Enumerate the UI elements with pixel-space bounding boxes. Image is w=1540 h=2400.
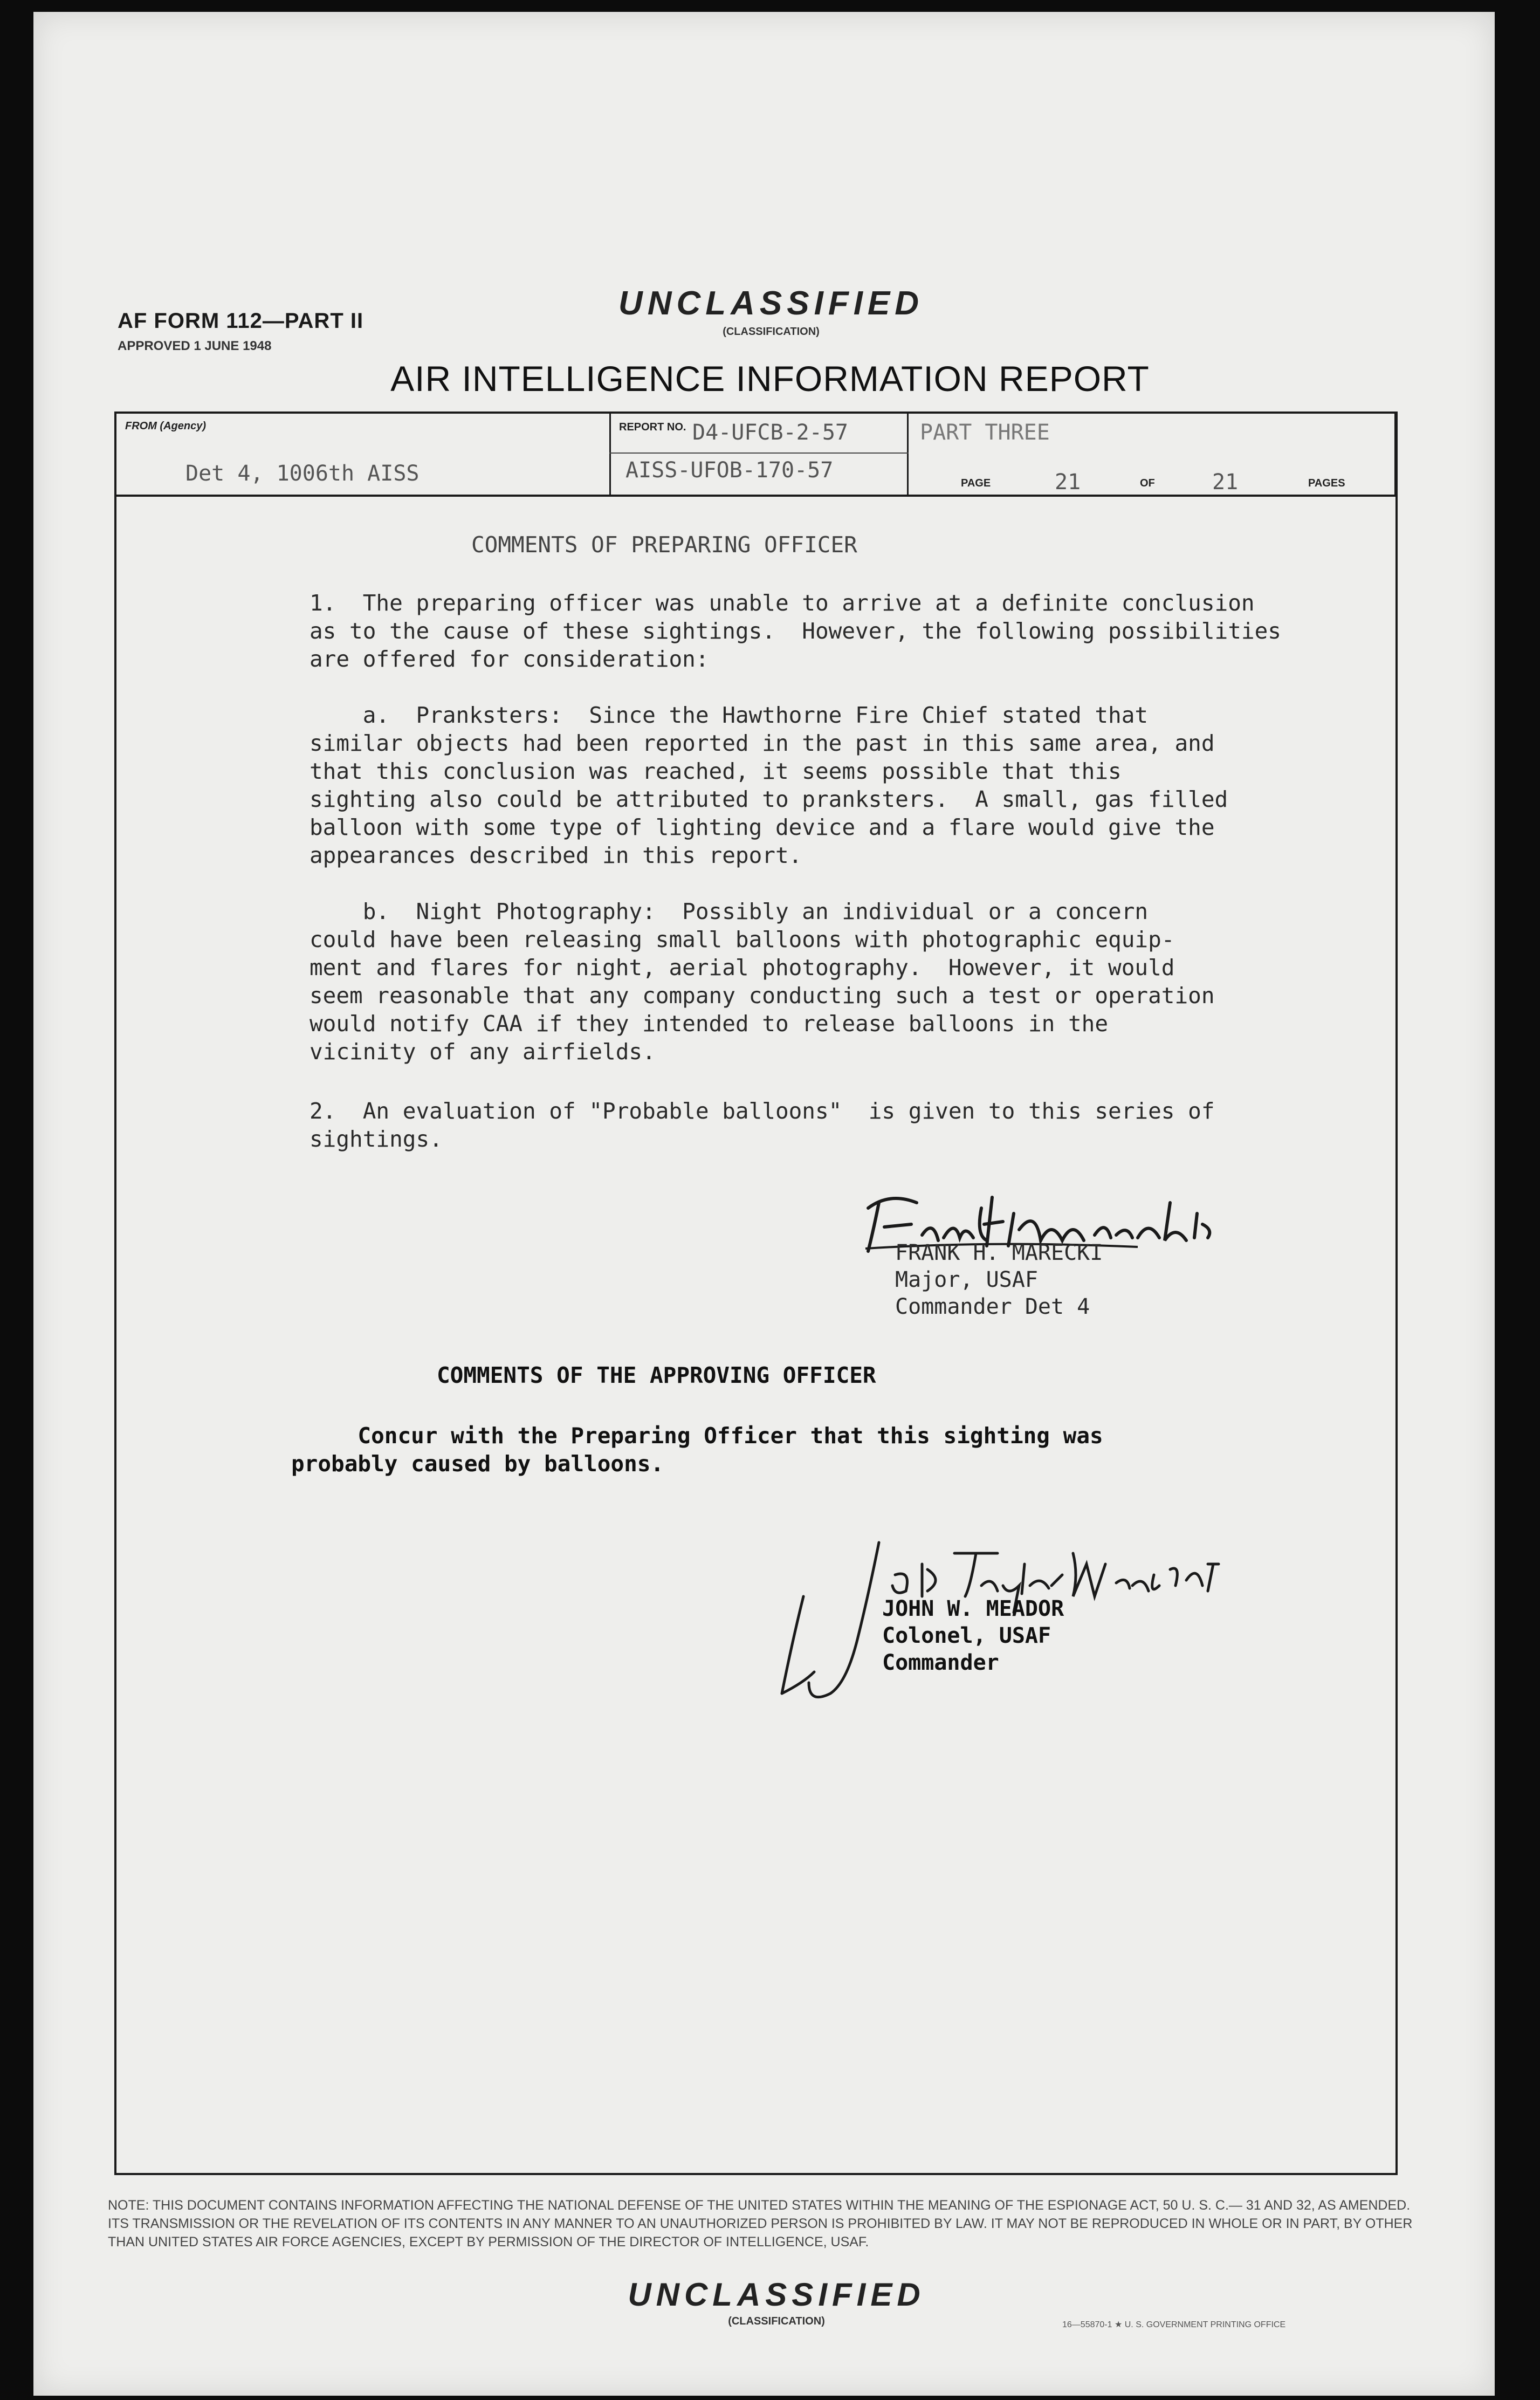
paragraph-line: balloon with some type of lighting device and a flare would give the: [310, 814, 1215, 840]
espionage-act-note: NOTE: THIS DOCUMENT CONTAINS INFORMATION AFFECTING THE NATIONAL DEFENSE OF THE UNITED STATES WITHIN THE MEANING OF THE ESPIONAGE ACT, 50 U. S. C.— 31 AND 32, AS AMENDED. ITS TRANSMISSION OR THE REVELATION OF ITS CONTENTS IN ANY MANNER TO AN UNAUTHORIZED PERSON IS PROHIBITED BY LAW. IT MAY NOT BE REPRODUCED IN WHOLE OR IN PART, BY OTHER THAN UNITED STATES AIR FORCE AGENCIES, EXCEPT BY PERMISSION OF THE DIRECTOR OF INTELLIGENCE, USAF.: [108, 2198, 1413, 2250]
of-label: OF: [1140, 477, 1155, 489]
classification-stamp-bottom: UNCLASSIFIED: [628, 2276, 925, 2313]
preparing-officer-name: FRANK H. MARECKI: [895, 1240, 1103, 1265]
preparing-officer-rank: Major, USAF: [895, 1267, 1038, 1292]
report-no-divider: [609, 452, 909, 454]
paragraph-line: could have been releasing small balloons with photographic equip-: [310, 927, 1175, 952]
printing-office-mark: 16—55870-1 ★ U. S. GOVERNMENT PRINTING OFFICE: [1062, 2320, 1286, 2329]
paragraph-b: [310, 897, 1215, 1066]
paragraph-line: sighting also could be attributed to pranksters. A small, gas filled: [310, 786, 1228, 812]
paragraph-line: similar objects had been reported in the past in this same area, and: [310, 730, 1215, 756]
paragraph-line: ment and flares for night, aerial photography. However, it would: [310, 955, 1175, 980]
total-pages: 21: [1212, 470, 1239, 495]
header-column-divider: [1394, 414, 1397, 495]
paragraph-line: vicinity of any airfields.: [310, 1039, 656, 1065]
paragraph-line: sightings.: [310, 1126, 443, 1152]
approving-comment: [291, 1422, 1103, 1478]
header-column-divider: [609, 414, 611, 495]
paragraph-line: as to the cause of these sightings. However, the following possibilities: [310, 618, 1281, 644]
approving-officer-rank: Colonel, USAF: [882, 1623, 1051, 1648]
paragraph-line: 1. The preparing officer was unable to arrive at a definite conclusion: [310, 590, 1255, 616]
paragraph-line: that this conclusion was reached, it seems possible that this: [310, 758, 1122, 784]
paragraph-line: are offered for consideration:: [310, 646, 709, 672]
approving-officer-block: [882, 1595, 1064, 1676]
page-label: PAGE: [961, 477, 991, 489]
paragraph-line: would notify CAA if they intended to release balloons in the: [310, 1011, 1109, 1037]
approving-officer-name: JOHN W. MEADOR: [882, 1596, 1064, 1621]
from-label: FROM (Agency): [125, 420, 206, 432]
paragraph-line: 2. An evaluation of "Probable balloons" is given to this series of: [310, 1098, 1215, 1124]
preparing-officer-block: [895, 1239, 1103, 1320]
report-no-label: REPORT NO.: [619, 421, 686, 433]
approving-officer-title: Commander: [882, 1650, 999, 1675]
approving-heading: COMMENTS OF THE APPROVING OFFICER: [437, 1362, 876, 1388]
report-title: AIR INTELLIGENCE INFORMATION REPORT: [390, 359, 1150, 399]
paragraph-line: a. Pranksters: Since the Hawthorne Fire Chief stated that: [310, 702, 1149, 728]
paragraph-line: b. Night Photography: Possibly an individual or a concern: [310, 899, 1149, 924]
paragraph-line: Concur with the Preparing Officer that this sighting was: [291, 1423, 1103, 1449]
paragraph-2: [310, 1097, 1215, 1153]
paragraph-a: [310, 701, 1228, 869]
paragraph-line: probably caused by balloons.: [291, 1451, 664, 1477]
paragraph-line: seem reasonable that any company conducting such a test or operation: [310, 983, 1215, 1009]
classification-label-bottom: (CLASSIFICATION): [728, 2315, 825, 2327]
header-column-divider: [907, 414, 909, 495]
report-frame: [114, 412, 1398, 2175]
form-approved-date: APPROVED 1 JUNE 1948: [118, 339, 272, 353]
paragraph-1: [310, 589, 1281, 673]
preparing-heading: COMMENTS OF PREPARING OFFICER: [471, 532, 857, 558]
form-id: AF FORM 112—PART II: [118, 309, 364, 333]
pages-label: PAGES: [1308, 477, 1345, 489]
classification-stamp-top: UNCLASSIFIED: [618, 285, 924, 322]
report-no-value-secondary: AISS-UFOB-170-57: [625, 458, 834, 483]
page-number: 21: [1055, 470, 1081, 495]
classification-label-top: (CLASSIFICATION): [723, 326, 820, 338]
preparing-officer-title: Commander Det 4: [895, 1294, 1090, 1319]
part-label: PART THREE: [920, 420, 1050, 445]
header-divider: [116, 495, 1395, 497]
from-value: Det 4, 1006th AISS: [185, 461, 420, 486]
report-no-value: D4-UFCB-2-57: [692, 420, 848, 445]
paragraph-line: appearances described in this report.: [310, 842, 802, 868]
